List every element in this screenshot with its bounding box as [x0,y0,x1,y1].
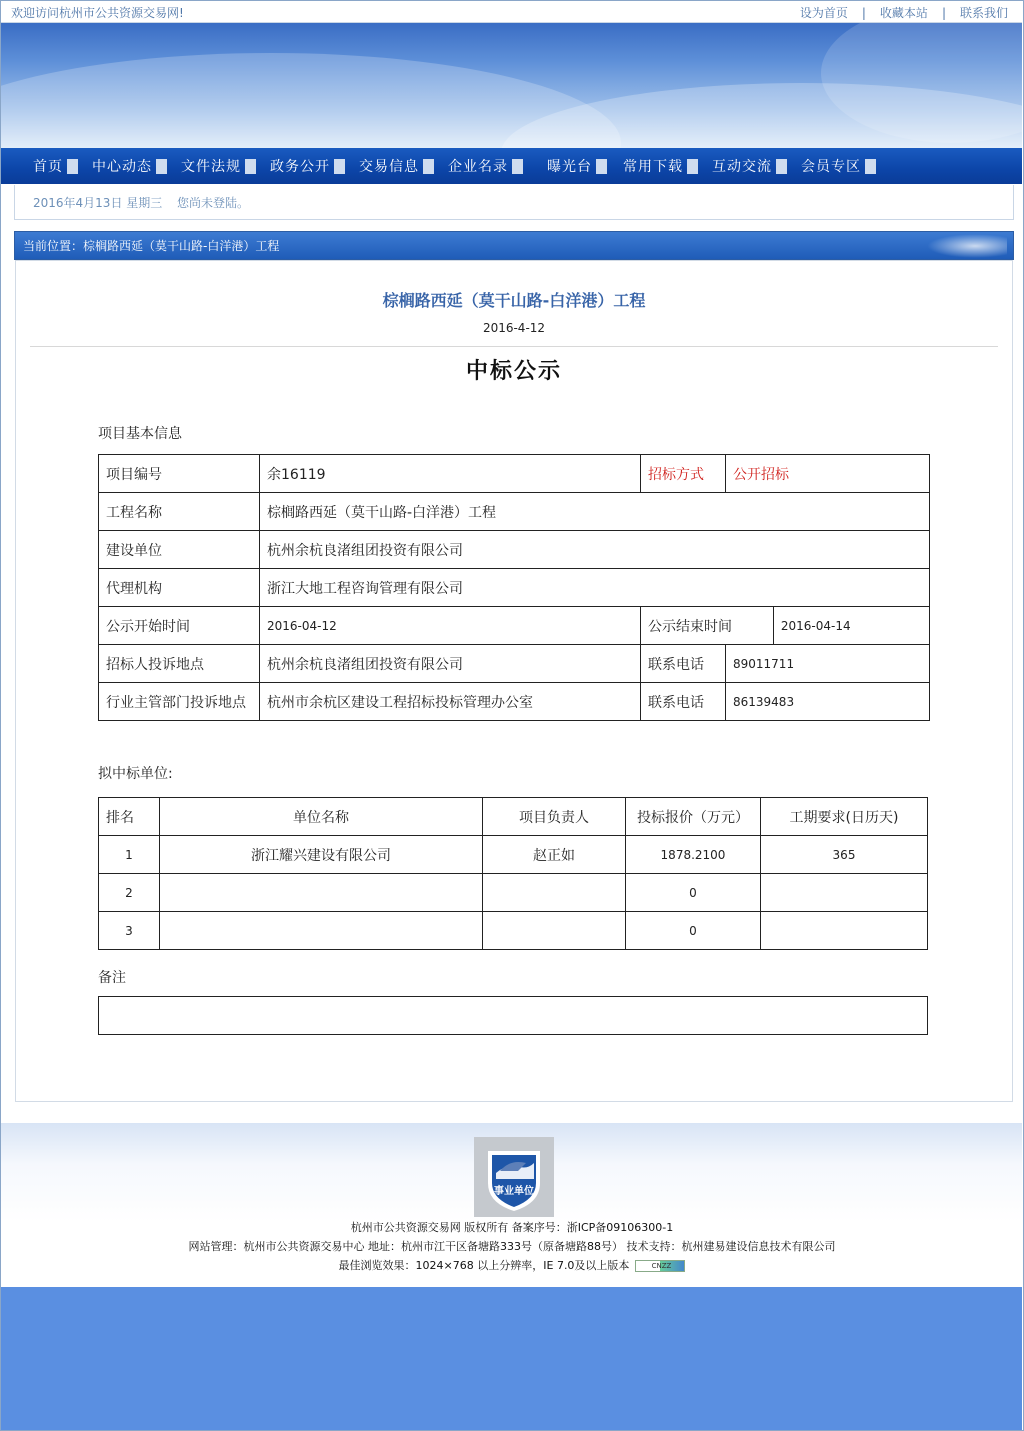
nav-item-directory[interactable]: 企业名录 [448,148,547,184]
rank-cell: 1 [99,836,160,874]
end-time-value: 2016-04-14 [773,607,929,645]
nav-separator-icon [334,159,345,174]
institution-badge[interactable] [474,1137,554,1217]
bid-method-label: 招标方式 [641,455,726,493]
duration-cell [761,874,928,912]
table-row [99,912,928,950]
status-bar [14,185,1014,220]
agent-value: 浙江大地工程咨询管理有限公司 [260,569,930,607]
footer-browser-note [0,1257,1024,1273]
phone-label: 联系电话 [641,645,726,683]
rank-cell: 3 [99,912,160,950]
duration-cell [761,912,928,950]
phone-label: 联系电话 [641,683,726,721]
nav-separator-icon [512,159,523,174]
browser-note-text: 最佳浏览效果：1024×768 以上分辨率，IE 7.0及以上版本 [338,1259,630,1272]
table-row [99,607,930,645]
top-links: 设为首页 | 收藏本站 | 联系我们 [799,6,1008,20]
header-banner [1,23,1022,148]
price-cell: 1878.2100 [626,836,761,874]
complaint-location-label: 招标人投诉地点 [99,645,260,683]
table-header-row [99,798,928,836]
manager-cell [483,912,626,950]
project-name-label: 工程名称 [99,493,260,531]
owner-value: 杭州余杭良渚组团投资有限公司 [260,531,930,569]
badge-label: 事业单位 [494,1186,534,1197]
article-date: 2016-4-12 [482,321,546,335]
end-time-label: 公示结束时间 [641,607,774,645]
winning-bidder-table [98,797,928,950]
leaf-decoration-icon [927,234,1007,258]
footer-band [1,1287,1022,1430]
price-cell: 0 [626,912,761,950]
nav-separator-icon [156,159,167,174]
nav-item-exposure[interactable]: 曝光台 [547,148,623,184]
nav-item-members[interactable]: 会员专区 [801,148,890,184]
main-nav [1,148,1022,184]
breadcrumb-text: 当前位置：棕榈路西延（莫干山路-白洋港）工程 [23,239,280,253]
welcome-text: 欢迎访问杭州市公共资源交易网! [11,6,184,20]
column-header: 项目负责人 [483,798,626,836]
manager-cell: 赵正如 [483,836,626,874]
nav-separator-icon [67,159,78,174]
bid-section-title: 拟中标单位: [98,766,173,782]
table-row [99,531,930,569]
phone-value: 89011711 [726,645,930,683]
nav-item-trade-info[interactable]: 交易信息 [359,148,448,184]
nav-separator-icon [423,159,434,174]
breadcrumb [14,231,1014,260]
start-time-value: 2016-04-12 [260,607,641,645]
price-cell: 0 [626,874,761,912]
current-date: 2016年4月13日 星期三 [33,196,163,210]
nav-item-public-affairs[interactable]: 政务公开 [270,148,359,184]
table-row [99,683,930,721]
table-row [99,455,930,493]
authority-complaint-value: 杭州市余杭区建设工程招标投标管理办公室 [260,683,641,721]
footer-copyright: 杭州市公共资源交易网 版权所有 备案序号：浙ICP备09106300-1 [350,1221,674,1234]
bid-method-value: 公开招标 [726,455,930,493]
login-status: 您尚未登陆。 [177,196,250,210]
start-time-label: 公示开始时间 [99,607,260,645]
nav-separator-icon [776,159,787,174]
nav-separator-icon [245,159,256,174]
project-info-table [98,454,930,721]
authority-complaint-label: 行业主管部门投诉地点 [99,683,260,721]
company-cell: 浙江耀兴建设有限公司 [160,836,483,874]
nav-item-regulations[interactable]: 文件法规 [181,148,270,184]
content-panel [15,260,1013,1102]
shield-icon [474,1137,554,1217]
divider [30,346,998,347]
company-cell [160,874,483,912]
info-section-title: 项目基本信息 [98,426,182,442]
nav-item-home[interactable]: 首页 [33,148,92,184]
set-homepage-link[interactable]: 设为首页 [799,6,848,20]
phone-value: 86139483 [726,683,930,721]
rank-cell: 2 [99,874,160,912]
remark-section-title: 备注 [98,970,126,986]
nav-separator-icon [865,159,876,174]
nav-item-interaction[interactable]: 互动交流 [712,148,801,184]
company-cell [160,912,483,950]
column-header: 排名 [99,798,160,836]
nav-separator-icon [687,159,698,174]
complaint-location-value: 杭州余杭良渚组团投资有限公司 [260,645,641,683]
project-name-value: 棕榈路西延（莫干山路-白洋港）工程 [260,493,930,531]
project-no-value: 余16119 [260,455,641,493]
column-header: 单位名称 [160,798,483,836]
duration-cell: 365 [761,836,928,874]
table-row [99,874,928,912]
column-header: 投标报价（万元） [626,798,761,836]
agent-label: 代理机构 [99,569,260,607]
manager-cell [483,874,626,912]
bookmark-link[interactable]: 收藏本站 [879,6,928,20]
notice-heading: 中标公示 [465,359,562,384]
article-title: 棕榈路西延（莫干山路-白洋港）工程 [382,291,646,310]
nav-item-news[interactable]: 中心动态 [92,148,181,184]
cnzz-counter-icon[interactable]: CNZZ [635,1260,685,1272]
table-row [99,569,930,607]
remark-cell [99,997,928,1035]
owner-label: 建设单位 [99,531,260,569]
column-header: 工期要求(日历天) [761,798,928,836]
contact-link[interactable]: 联系我们 [959,6,1008,20]
project-no-label: 项目编号 [99,455,260,493]
table-row [99,645,930,683]
table-row [99,997,928,1035]
nav-item-downloads[interactable]: 常用下载 [623,148,712,184]
table-row [99,836,928,874]
remark-table [98,996,928,1035]
footer-address: 网站管理：杭州市公共资源交易中心 地址：杭州市江干区备塘路333号（原备塘路88号） 技术支持：杭州建易建设信息技术有限公司 [188,1240,836,1253]
nav-separator-icon [596,159,607,174]
top-bar [1,1,1022,23]
table-row [99,493,930,531]
